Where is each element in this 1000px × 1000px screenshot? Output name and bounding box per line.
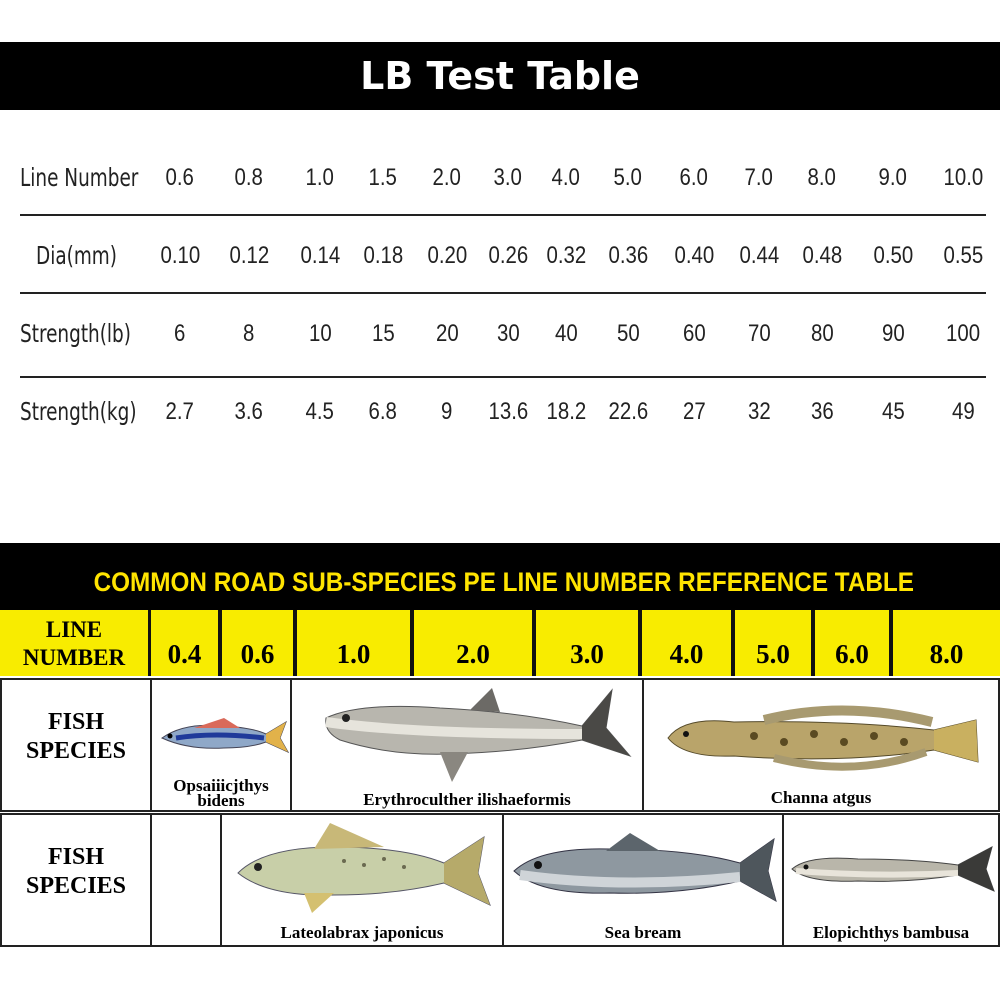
yellowcheek-fish-icon: [788, 843, 998, 895]
lb-cell: 49: [951, 398, 975, 425]
lb-cell: 9.0: [878, 164, 908, 191]
lb-cell: 10: [308, 320, 332, 347]
lb-cell: 20: [435, 320, 459, 347]
lb-cell: 0.10: [160, 242, 200, 269]
fish-cell-opsariichthys: [150, 678, 292, 812]
lb-cell: 3.0: [493, 164, 523, 191]
line-number-cell: 5.0: [735, 610, 811, 676]
line-number-header-line2: NUMBER: [22, 645, 126, 670]
lb-cell: 80: [810, 320, 834, 347]
lb-cell: 0.32: [546, 242, 586, 269]
fish-species-header-line2: SPECIES: [25, 738, 127, 764]
lb-cell: 70: [747, 320, 771, 347]
lb-cell: 0.40: [674, 242, 714, 269]
lb-cell: 6.0: [679, 164, 709, 191]
fish-species-header-line1: FISH: [47, 844, 104, 870]
lb-cell: 13.6: [488, 398, 528, 425]
lb-cell: 0.44: [739, 242, 779, 269]
lb-table-row: [0, 148, 1000, 208]
lb-row-label: Strength(lb): [20, 319, 131, 348]
lb-cell: 0.50: [873, 242, 913, 269]
lb-row-divider: [20, 214, 986, 216]
lb-cell: 1.0: [305, 164, 335, 191]
lb-cell: 36: [810, 398, 834, 425]
lb-row-label: Strength(kg): [20, 397, 137, 426]
lb-cell: 0.18: [363, 242, 403, 269]
fish-cell-sea-bream: [502, 813, 784, 947]
lb-cell: 2.7: [165, 398, 195, 425]
lb-row-label: Line Number: [20, 163, 139, 192]
lb-cell: 45: [881, 398, 905, 425]
lb-cell: 15: [371, 320, 395, 347]
lb-cell: 4.0: [551, 164, 581, 191]
lb-cell: 18.2: [546, 398, 586, 425]
fish-name-elopichthys: Elopichthys bambusa: [812, 923, 970, 942]
lb-cell: 5.0: [613, 164, 643, 191]
lb-cell: 30: [496, 320, 520, 347]
lb-cell: 6: [174, 320, 186, 347]
lb-table-row: [0, 226, 1000, 286]
lb-cell: 27: [682, 398, 706, 425]
fish-name-erythroculter: Erythroculther ilishaeformis: [363, 790, 571, 809]
lb-row-divider: [20, 376, 986, 378]
lb-cell: 6.8: [368, 398, 398, 425]
fish-cell-elopichthys: [782, 813, 1000, 947]
line-number-row: [0, 610, 1000, 676]
lb-cell: 0.36: [608, 242, 648, 269]
lb-cell: 9: [441, 398, 453, 425]
line-number-header: [0, 610, 148, 676]
line-number-cell: 8.0: [893, 610, 1000, 676]
line-number-header-line1: LINE: [45, 617, 103, 642]
fish-cell-channa: [642, 678, 1000, 812]
lb-cell: 0.8: [234, 164, 264, 191]
fish-name-line: Opsaiiicjthys: [173, 776, 269, 795]
reference-table-title: COMMON ROAD SUB-SPECIES PE LINE NUMBER REFERENCE TABLE: [93, 567, 914, 597]
lb-cell: 8: [243, 320, 255, 347]
fish-species-header: [0, 678, 152, 812]
line-number-cell: 6.0: [815, 610, 889, 676]
lb-cell: 100: [945, 320, 981, 347]
lb-cell: 50: [616, 320, 640, 347]
fish-cell-lateolabrax: [220, 813, 504, 947]
lb-row-divider: [20, 292, 986, 294]
lb-row-label: Dia(mm): [36, 241, 117, 270]
lb-cell: 10.0: [943, 164, 983, 191]
fish-name-lateolabrax: Lateolabrax japonicus: [280, 923, 444, 942]
line-number-cell: 2.0: [414, 610, 532, 676]
fish-species-row-2: [0, 813, 1000, 947]
fish-cell-erythroculter: [290, 678, 644, 812]
lb-table-row: [0, 304, 1000, 364]
fish-species-row-1: [0, 678, 1000, 812]
lb-cell: 32: [747, 398, 771, 425]
sea-bass-fish-icon: [234, 817, 494, 915]
lb-cell: 7.0: [744, 164, 774, 191]
fish-species-header-line1: FISH: [47, 709, 104, 735]
lb-cell: 3.6: [234, 398, 264, 425]
fish-name-opsariichthys: [152, 778, 290, 808]
lb-table-row: [0, 382, 1000, 442]
lb-cell: 22.6: [608, 398, 648, 425]
lb-cell: 60: [682, 320, 706, 347]
lb-cell: 8.0: [807, 164, 837, 191]
fish-name-channa: Channa atgus: [770, 788, 872, 807]
lb-cell: 4.5: [305, 398, 335, 425]
lb-cell: 0.14: [300, 242, 340, 269]
lb-cell: 40: [554, 320, 578, 347]
lb-table-banner: [0, 42, 1000, 110]
lb-table-title: LB Test Table: [360, 54, 640, 98]
silver-carp-fish-icon: [320, 682, 632, 790]
lb-cell: 0.26: [488, 242, 528, 269]
fish-cell-empty: [150, 813, 222, 947]
line-number-cell: 4.0: [642, 610, 731, 676]
line-number-cell: 1.0: [297, 610, 410, 676]
fish-name-sea-bream: Sea bream: [604, 923, 682, 942]
lb-cell: 0.12: [229, 242, 269, 269]
sea-bream-fish-icon: [510, 829, 780, 909]
fish-species-header: [0, 813, 152, 947]
lb-cell: 0.55: [943, 242, 983, 269]
lb-cell: 1.5: [368, 164, 398, 191]
small-striped-fish-icon: [154, 714, 290, 758]
line-number-cell: 0.6: [222, 610, 293, 676]
line-number-cell: 3.0: [536, 610, 638, 676]
fish-species-header-line2: SPECIES: [25, 873, 127, 899]
lb-cell: 90: [881, 320, 905, 347]
fish-name-line: bidens: [197, 791, 245, 810]
lb-cell: 2.0: [432, 164, 462, 191]
reference-table-banner: [0, 543, 1000, 610]
line-number-cell: 0.4: [151, 610, 218, 676]
snakehead-fish-icon: [664, 692, 982, 784]
lb-cell: 0.6: [165, 164, 195, 191]
lb-cell: 0.20: [427, 242, 467, 269]
lb-cell: 0.48: [802, 242, 842, 269]
